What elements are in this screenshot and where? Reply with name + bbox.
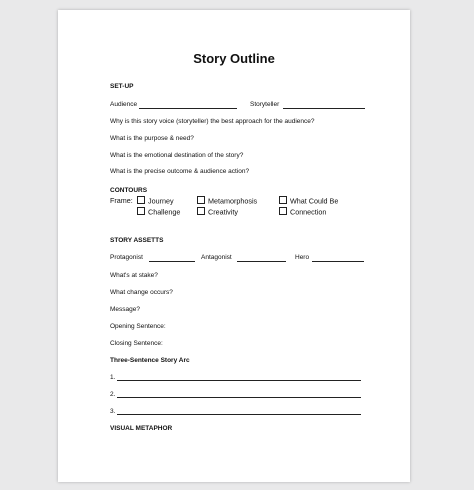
setup-heading: SET-UP (110, 83, 134, 90)
what-could-be-label: What Could Be (290, 196, 339, 206)
challenge-label: Challenge (148, 207, 181, 217)
antagonist-label: Antagonist (201, 254, 232, 261)
protagonist-field[interactable] (149, 261, 195, 262)
arc-line-2[interactable] (117, 397, 361, 398)
what-could-be-checkbox[interactable] (279, 196, 287, 204)
arc-heading: Three-Sentence Story Arc (110, 357, 190, 364)
creativity-checkbox[interactable] (197, 207, 205, 215)
contours-heading: CONTOURS (110, 187, 148, 194)
option-journey[interactable] (137, 196, 174, 206)
option-what-could-be[interactable] (279, 196, 338, 206)
audience-field[interactable] (139, 108, 237, 109)
setup-question-emotional: What is the emotional destination of the story? (110, 152, 244, 159)
protagonist-label: Protagonist (110, 254, 143, 261)
arc-number-1: 1. (110, 374, 116, 381)
storyteller-label: Storyteller (250, 101, 280, 108)
page-title: Story Outline (193, 51, 275, 66)
connection-checkbox[interactable] (279, 207, 287, 215)
arc-number-3: 3. (110, 408, 116, 415)
assets-question-change: What change occurs? (110, 289, 173, 296)
hero-label: Hero (295, 254, 310, 261)
arc-number-2: 2. (110, 391, 116, 398)
assets-question-message: Message? (110, 306, 140, 313)
option-creativity[interactable] (197, 207, 238, 217)
setup-question-purpose: What is the purpose & need? (110, 135, 194, 142)
arc-line-3[interactable] (117, 414, 361, 415)
frame-label: Frame: (110, 196, 133, 205)
assets-question-opening: Opening Sentence: (110, 323, 166, 330)
option-metamorphosis[interactable] (197, 196, 257, 206)
option-connection[interactable] (279, 207, 326, 217)
arc-line-1[interactable] (117, 380, 361, 381)
visual-heading: VISUAL METAPHOR (110, 425, 173, 432)
assets-heading: STORY ASSETTS (110, 237, 164, 244)
option-challenge[interactable] (137, 207, 180, 217)
hero-field[interactable] (312, 261, 364, 262)
journey-checkbox[interactable] (137, 196, 145, 204)
assets-question-stake: What's at stake? (110, 272, 158, 279)
assets-question-closing: Closing Sentence: (110, 340, 163, 347)
connection-label: Connection (290, 207, 327, 217)
document-page (58, 10, 410, 482)
setup-question-voice: Why is this story voice (storyteller) the best approach for the audience? (110, 118, 315, 125)
setup-question-outcome: What is the precise outcome & audience action? (110, 168, 250, 175)
creativity-label: Creativity (208, 207, 238, 217)
metamorphosis-checkbox[interactable] (197, 196, 205, 204)
audience-label: Audience (110, 101, 138, 108)
metamorphosis-label: Metamorphosis (208, 196, 258, 206)
antagonist-field[interactable] (237, 261, 286, 262)
challenge-checkbox[interactable] (137, 207, 145, 215)
journey-label: Journey (148, 196, 174, 206)
storyteller-field[interactable] (283, 108, 365, 109)
